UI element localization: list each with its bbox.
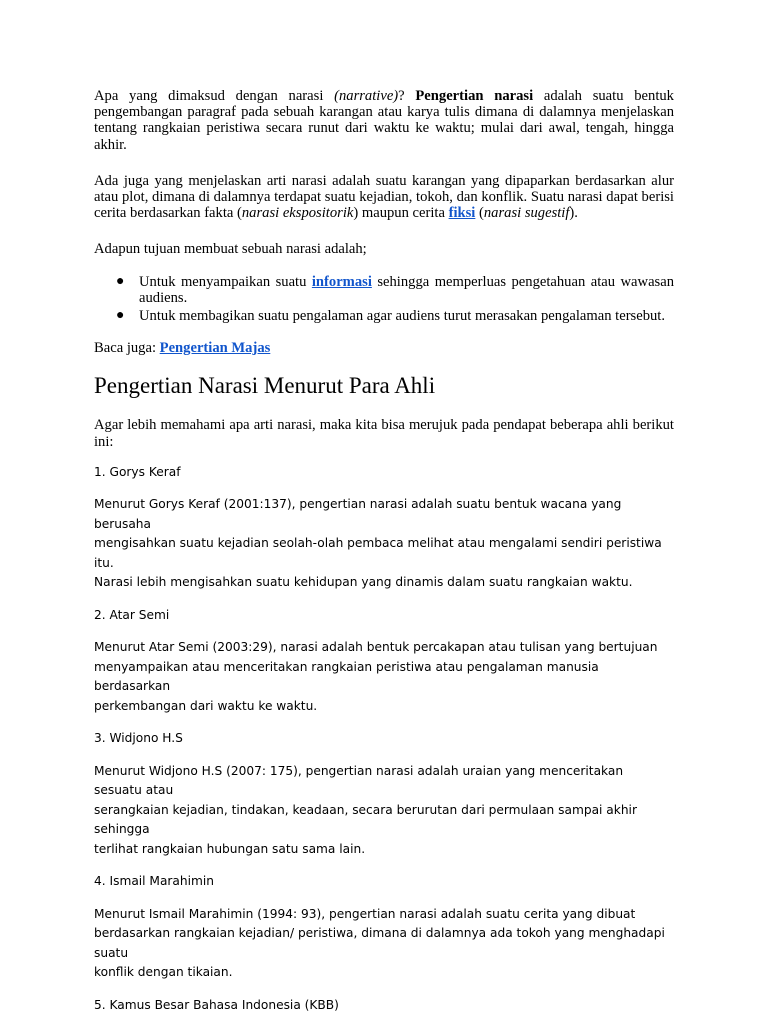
- italic-term: narasi ekspositorik: [241, 205, 354, 222]
- list-item: [94, 308, 674, 324]
- text: ?: [398, 88, 416, 104]
- expert-paragraph: [94, 905, 674, 983]
- text: Apa yang dimaksud dengan narasi: [94, 88, 335, 104]
- text: sehingga memperluas pengetahuan atau wawasan audiens.: [139, 273, 674, 306]
- bold-term: Pengertian narasi: [415, 88, 534, 104]
- text-line: berdasarkan rangkaian kejadian/ peristiwa, dimana di dalamnya ada tokoh yang menghadapi suatu: [94, 926, 665, 960]
- expert-title: 2. Atar Semi: [94, 607, 170, 622]
- text: Untuk membagikan suatu pengalaman agar audiens turut merasakan pengalaman tersebut.: [139, 308, 666, 325]
- experts-section: [94, 463, 674, 1016]
- text: (: [475, 205, 484, 222]
- expert-title: 5. Kamus Besar Bahasa Indonesia (KBB): [94, 997, 339, 1012]
- text: adalah suatu bentuk pengembangan paragraf pada sebuah karangan atau karya tulis dimana di dalamnya menjelaskan tentang rangkaian peristiwa secara runut dari waktu ke waktu; mulai dari awal, tengah, hingga akhir.: [94, 88, 674, 153]
- read-also: [94, 340, 674, 356]
- text-line: Menurut Gorys Keraf (2001:137), pengertian narasi adalah suatu bentuk wacana yang berusaha: [94, 497, 622, 531]
- read-also-label: Baca juga:: [94, 340, 160, 357]
- expert-title: 1. Gorys Keraf: [94, 464, 181, 479]
- italic-term: narasi sugestif: [483, 205, 570, 222]
- paragraph-definition: [94, 88, 674, 153]
- link-informasi[interactable]: informasi: [311, 273, 372, 290]
- list-item: [94, 274, 674, 306]
- text-line: Narasi lebih mengisahkan suatu kehidupan yang dinamis dalam suatu rangkaian waktu.: [94, 575, 633, 590]
- text-line: Menurut Widjono H.S (2007: 175), pengertian narasi adalah uraian yang menceritakan sesuatu atau: [94, 763, 624, 798]
- paragraph-purpose: Adapun tujuan membuat sebuah narasi adalah;: [94, 241, 367, 258]
- italic-term: (narrative): [334, 88, 399, 104]
- paragraph-plot: [94, 173, 674, 222]
- text-line: konflik dengan tikaian.: [94, 965, 233, 980]
- expert-paragraph: [94, 638, 674, 716]
- section-heading: Pengertian Narasi Menurut Para Ahli: [94, 373, 436, 399]
- purpose-list: [94, 274, 674, 325]
- text-line: mengisahkan suatu kejadian seolah-olah pembaca melihat atau mengalami sendiri peristiwa itu.: [94, 536, 662, 570]
- bullet-icon: ●: [116, 308, 125, 324]
- expert-paragraph: [94, 762, 674, 860]
- text-line: menyampaikan atau menceritakan rangkaian peristiwa atau pengalaman manusia berdasarkan: [94, 659, 599, 694]
- expert-title: 3. Widjono H.S: [94, 731, 183, 746]
- text-line: serangkaian kejadian, tindakan, keadaan, secara berurutan dari permulaan sampai akhir sehingga: [94, 802, 637, 837]
- paragraph-intro: Agar lebih memahami apa arti narasi, maka kita bisa merujuk pada pendapat beberapa ahli berikut ini:: [94, 417, 674, 450]
- bullet-icon: ●: [116, 273, 125, 289]
- text-line: perkembangan dari waktu ke waktu.: [94, 698, 318, 713]
- link-pengertian-majas[interactable]: Pengertian Majas: [159, 340, 271, 357]
- text-line: Menurut Atar Semi (2003:29), narasi adalah bentuk percakapan atau tulisan yang bertujuan: [94, 640, 658, 655]
- text: ) maupun cerita: [353, 205, 449, 222]
- text: Ada juga yang menjelaskan arti narasi adalah suatu karangan yang dipaparkan berdasarkan alur atau plot, dimana di dalamnya terdapat suatu kejadian, tokoh, dan konflik. Suatu narasi dapat berisi cerita berdasarkan fakta (: [94, 172, 674, 222]
- link-fiksi[interactable]: fiksi: [448, 205, 476, 222]
- text-line: terlihat rangkaian hubungan satu sama lain.: [94, 841, 366, 856]
- text: ).: [569, 205, 578, 222]
- expert-title: 4. Ismail Marahimin: [94, 874, 214, 889]
- text-line: Menurut Ismail Marahimin (1994: 93), pengertian narasi adalah suatu cerita yang dibuat: [94, 906, 636, 921]
- text: Untuk menyampaikan suatu: [139, 273, 312, 290]
- expert-paragraph: [94, 495, 674, 593]
